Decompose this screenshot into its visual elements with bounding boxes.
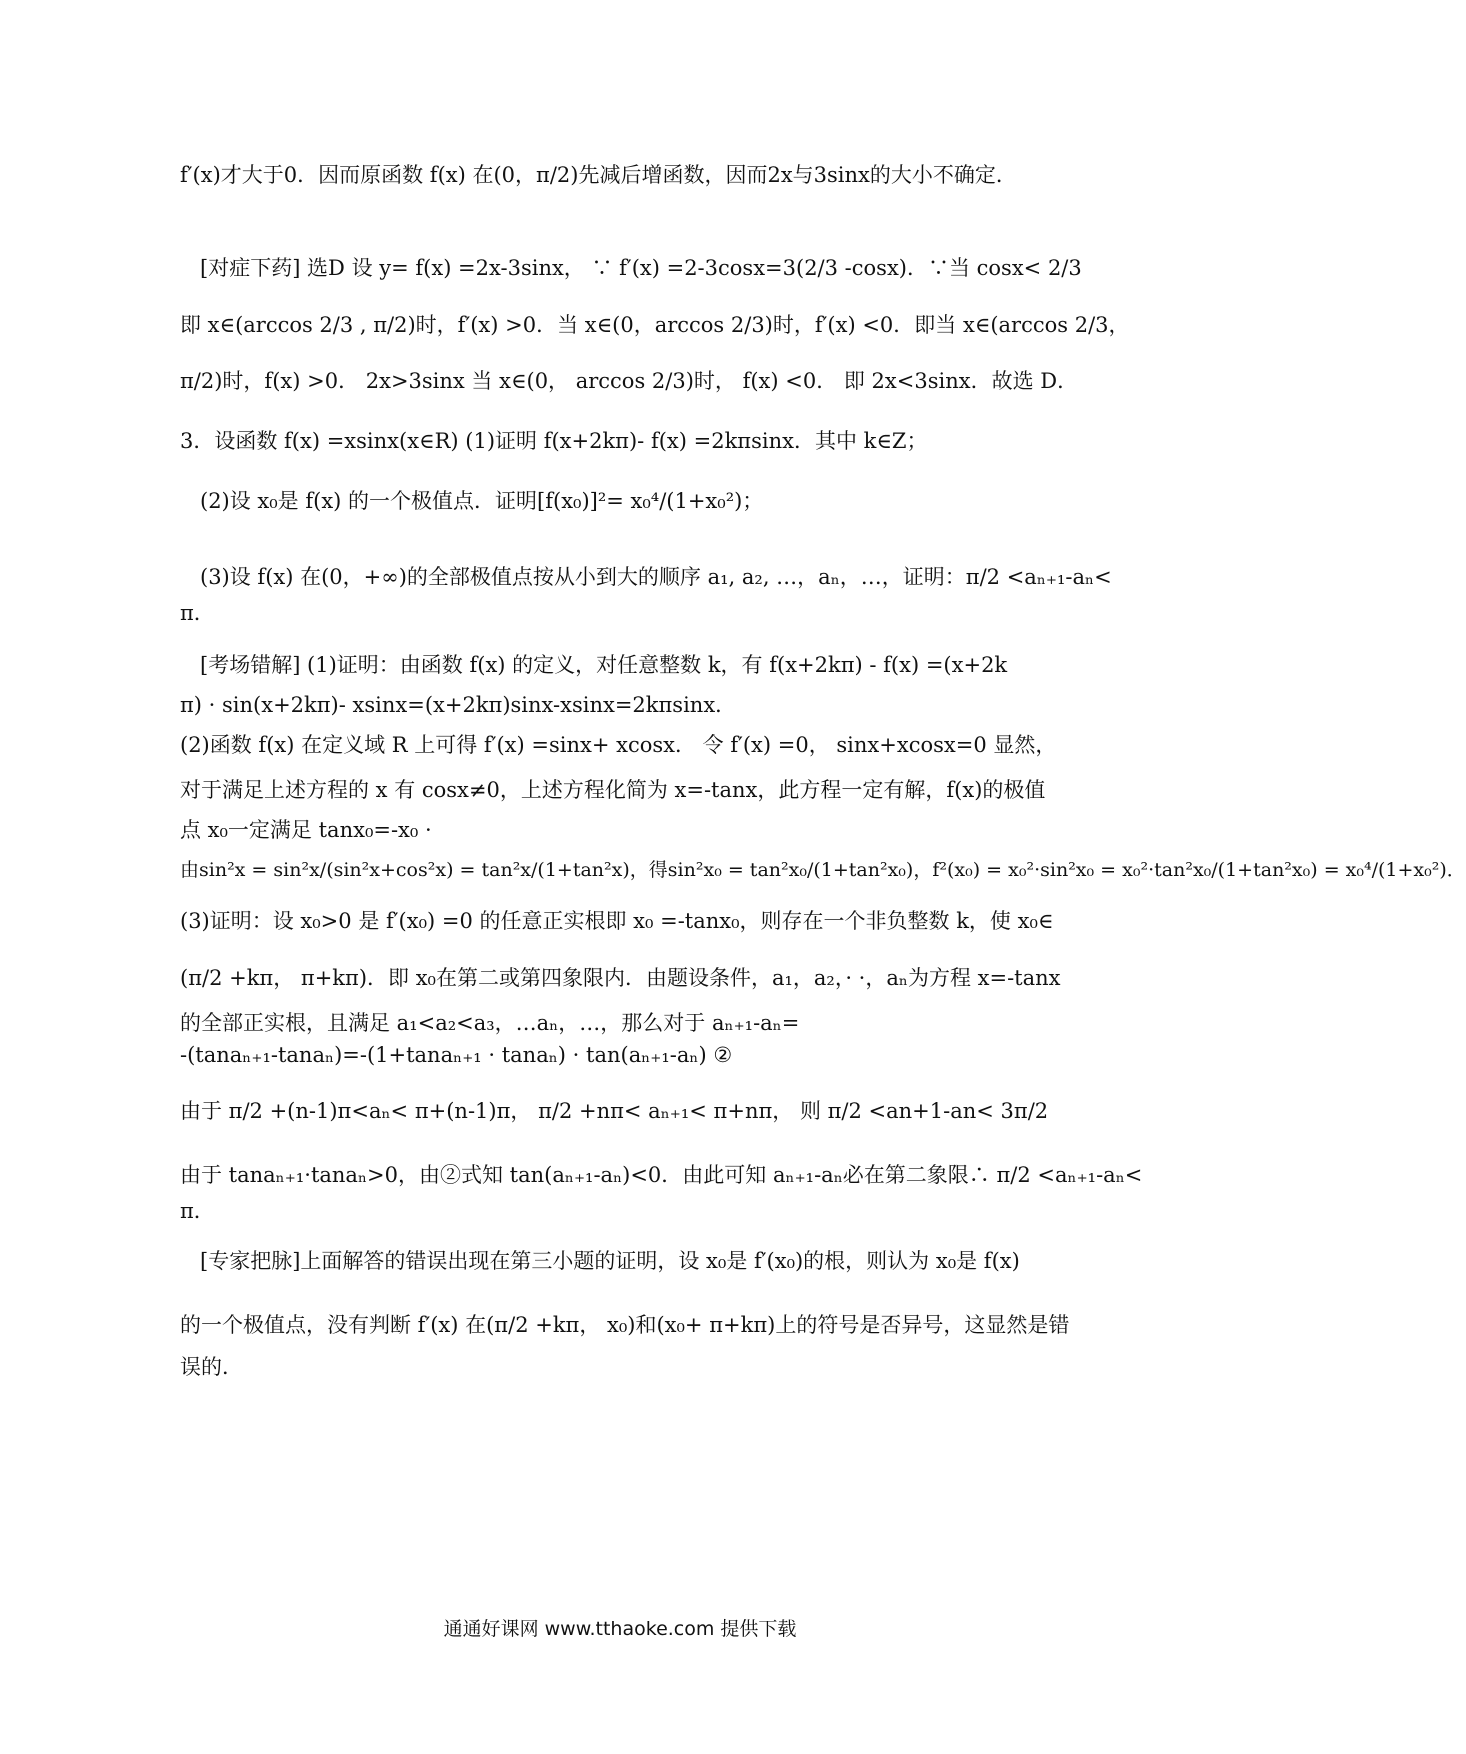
- text-line: [对症下药] 选D 设 y= f(x) =2x-3sinx， ∵ f′(x) =2-3cosx=3(2/3 -cosx)．∵当 cosx< 2/3: [200, 256, 1082, 280]
- text-line: 由于 π/2 +(n-1)π<aₙ< π+(n-1)π， π/2 +nπ< aₙ₊₁< π+nπ， 则 π/2 <an+1-an< 3π/2: [180, 1099, 1049, 1123]
- text-line: 由于 tanaₙ₊₁·tanaₙ>0，由②式知 tan(aₙ₊₁-aₙ)<0．由此可知 aₙ₊₁-aₙ必在第二象限∴ π/2 <aₙ₊₁-aₙ<: [180, 1163, 1143, 1187]
- text-line: [专家把脉]上面解答的错误出现在第三小题的证明，设 x₀是 f′(x₀)的根，则认为 x₀是 f(x): [200, 1249, 1020, 1273]
- text-line: 的一个极值点，没有判断 f′(x) 在(π/2 +kπ， x₀)和(x₀+ π+kπ)上的符号是否异号，这显然是错: [180, 1313, 1070, 1337]
- page-footer: 通通好课网 www.tthaoke.com 提供下载: [443, 1618, 797, 1640]
- text-line: π) · sin(x+2kπ)- xsinx=(x+2kπ)sinx-xsinx=2kπsinx．: [180, 693, 737, 717]
- text-line: π．: [180, 601, 215, 625]
- text-line: 即 x∈(arccos 2/3 , π/2)时，f′(x) >0．当 x∈(0，arccos 2/3)时，f′(x) <0．即当 x∈(arccos 2/3，: [180, 313, 1130, 337]
- text-line: -(tanaₙ₊₁-tanaₙ)=-(1+tanaₙ₊₁ · tanaₙ) · tan(aₙ₊₁-aₙ) ②: [180, 1043, 733, 1067]
- text-line: (2)函数 f(x) 在定义域 R 上可得 f′(x) =sinx+ xcosx． 令 f′(x) =0， sinx+xcosx=0 显然，: [180, 733, 1057, 757]
- text-line: 点 x₀一定满足 tanx₀=-x₀ ·: [180, 818, 432, 842]
- text-line: 的全部正实根，且满足 a₁<a₂<a₃，…aₙ，…，那么对于 aₙ₊₁-aₙ=: [180, 1011, 800, 1035]
- text-line: (2)设 x₀是 f(x) 的一个极值点．证明[f(x₀)]²= x₀⁴/(1+x₀²)；: [200, 489, 764, 513]
- text-line: 3．设函数 f(x) =xsinx(x∈R) (1)证明 f(x+2kπ)- f(x) =2kπsinx．其中 k∈Z；: [180, 429, 928, 453]
- text-line: f′(x)才大于0．因而原函数 f(x) 在(0，π/2)先减后增函数，因而2x与3sinx的大小不确定．: [180, 163, 1017, 187]
- text-line: 误的．: [180, 1355, 243, 1379]
- text-line: π．: [180, 1199, 215, 1223]
- text-line: (3)设 f(x) 在(0，+∞)的全部极值点按从小到大的顺序 a₁, a₂, …，aₙ，…，证明：π/2 <aₙ₊₁-aₙ<: [200, 565, 1112, 589]
- text-line: (π/2 +kπ， π+kπ)．即 x₀在第二或第四象限内．由题设条件，a₁，a₂，· ·，aₙ为方程 x=-tanx: [180, 966, 1061, 990]
- formula-line: 由sin²x = sin²x/(sin²x+cos²x) = tan²x/(1+tan²x)，得sin²x₀ = tan²x₀/(1+tan²x₀)，f²(x₀) = x₀²·sin²x₀ = x₀²·tan²x₀/(1+tan²x₀) = x₀⁴/(1+x₀²)．: [180, 859, 1466, 881]
- text-line: 对于满足上述方程的 x 有 cosx≠0，上述方程化简为 x=-tanx，此方程一定有解，f(x)的极值: [180, 778, 1046, 802]
- text-line: [考场错解] (1)证明：由函数 f(x) 的定义，对任意整数 k，有 f(x+2kπ) - f(x) =(x+2k: [200, 653, 1008, 677]
- text-line: (3)证明：设 x₀>0 是 f′(x₀) =0 的任意正实根即 x₀ =-tanx₀，则存在一个非负整数 k，使 x₀∈: [180, 909, 1054, 933]
- text-line: π/2)时，f(x) >0． 2x>3sinx 当 x∈(0， arccos 2/3)时， f(x) <0． 即 2x<3sinx．故选 D．: [180, 369, 1079, 393]
